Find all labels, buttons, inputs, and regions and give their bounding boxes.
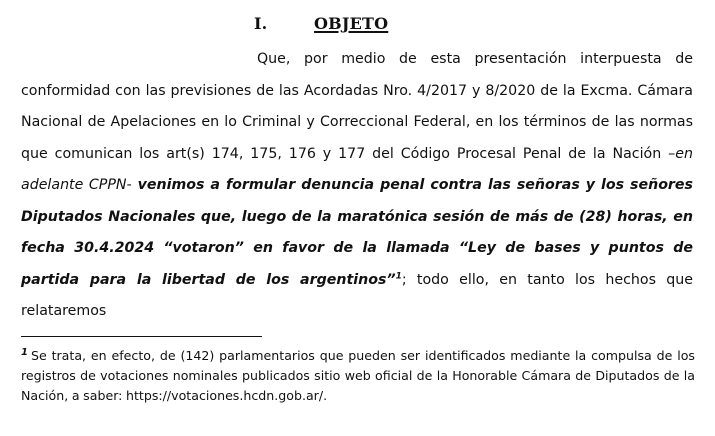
footnote-reference[interactable]: 1 [395, 270, 402, 281]
section-number: I. [254, 14, 268, 33]
paragraph-text: Que, por medio de esta presentación interpuesta de conformidad con las previsiones de las Acordadas Nro. 4/2017 y 8/2020 de la Excma. Cámara Nacional de Apelaciones en lo Criminal y Correccional Federal, en los términos de las normas que comunican los art(s) 174, 175, 176 y 177 del Código Procesal Penal de la Nación [21, 51, 693, 162]
footnote-separator [21, 336, 262, 337]
footnote-text: Se trata, en efecto, de (142) parlamentarios que pueden ser identificados mediante la compulsa de los registros de votaciones nominales publicados sitio web oficial de la Honorable Cámara de Diputados de la Nación, a saber: https://votaciones.hcdn.gob.ar/. [21, 348, 695, 403]
footnote-marker: 1 [21, 346, 28, 358]
paragraph-bold-italic-text: venimos a formular denuncia penal contra las señoras y los señores Diputados Nacionales que, luego de la maratónica sesión de más de (28) horas, en fecha 30.4.2024 “votaron” en favor de la llamada “Ley de bases y puntos de partida para la libertad de los argentinos” [21, 177, 693, 288]
paragraph-text-continued: ; todo ello, en tanto los hechos que relataremos [21, 271, 693, 319]
section-title: OBJETO [314, 14, 389, 33]
paragraph-italic-text: –en adelante CPPN- [21, 145, 693, 193]
footnote [21, 346, 695, 406]
section-heading [254, 14, 388, 33]
body-paragraph [21, 44, 693, 328]
